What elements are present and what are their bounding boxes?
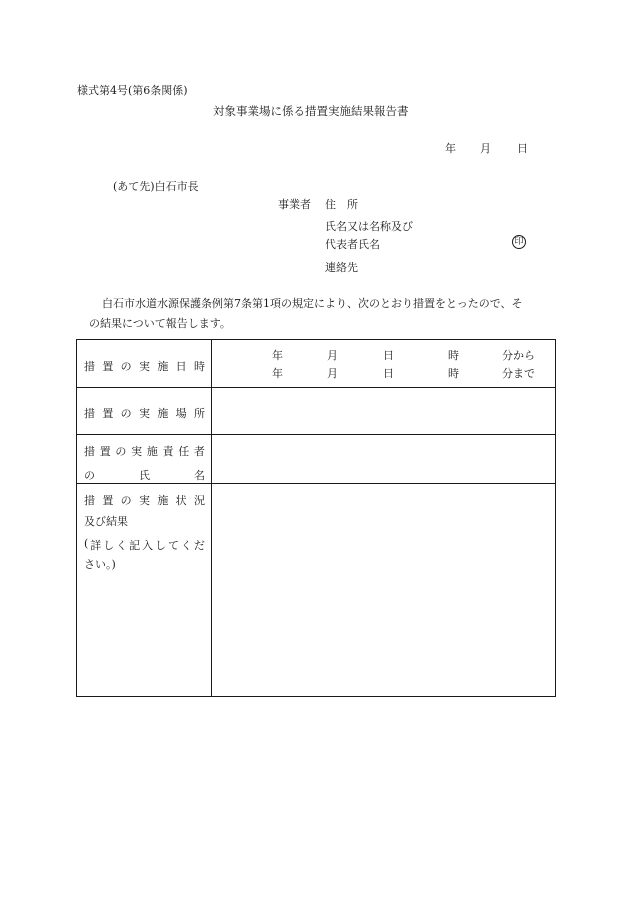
end-month-unit: 月 [327, 367, 338, 380]
responsible-person-label-cell [77, 435, 212, 484]
status-result-field[interactable] [212, 484, 556, 697]
responsible-person-label-line1: 措 置 の 実 施 責 任 者 [84, 445, 205, 458]
implementation-datetime-label-cell [77, 340, 212, 388]
name-label-line1: 氏名又は名称及び [325, 220, 413, 233]
start-year-unit: 年 [272, 349, 283, 362]
report-date [445, 143, 528, 154]
table-row [77, 484, 556, 697]
start-day-unit: 日 [383, 349, 394, 362]
report-table [76, 339, 556, 697]
table-row [77, 435, 556, 484]
table-row [77, 388, 556, 435]
form-number: 様式第4号(第6条関係) [77, 84, 188, 97]
implementation-datetime-field[interactable] [212, 340, 556, 388]
implementation-datetime-label: 措 置 の 実 施 日 時 [84, 360, 205, 373]
detail-note-line2: さい。) [84, 558, 116, 571]
start-time-row [212, 350, 555, 362]
document-title: 対象事業場に係る措置実施結果報告書 [213, 104, 409, 118]
end-time-row [212, 368, 555, 380]
status-result-label-line2: 及び結果 [84, 515, 128, 528]
start-minute-suffix: 分から [502, 349, 535, 362]
body-text-line2: の結果について報告します。 [89, 317, 231, 330]
responsible-person-label-line2: の 氏 名 [84, 469, 205, 482]
detail-note-line1: ( 詳 し く 記 入 し て く だ [84, 537, 205, 552]
name-label-line2: 代表者氏名 [325, 238, 380, 251]
implementation-place-label: 措 置 の 実 施 場 所 [84, 407, 205, 420]
implementation-place-label-cell [77, 388, 212, 435]
status-result-label-line1: 措 置 の 実 施 状 況 [84, 494, 205, 507]
end-minute-suffix: 分まで [502, 367, 535, 380]
date-month-unit: 月 [480, 142, 491, 155]
start-hour-unit: 時 [448, 349, 459, 362]
end-year-unit: 年 [272, 367, 283, 380]
end-hour-unit: 時 [448, 367, 459, 380]
table-row [77, 340, 556, 388]
date-year-unit: 年 [445, 142, 456, 155]
start-month-unit: 月 [327, 349, 338, 362]
body-text-line1: 白石市水道水源保護条例第7条第1項の規定により、次のとおり措置をとったので、そ [102, 297, 523, 310]
status-result-label-cell [77, 484, 212, 697]
addressee: (あて先)白石市長 [113, 180, 199, 193]
applicant-role-label: 事業者 [278, 198, 311, 211]
address-label: 住 所 [325, 198, 358, 211]
responsible-person-field[interactable] [212, 435, 556, 484]
implementation-place-field[interactable] [212, 388, 556, 435]
seal-mark: 印 [512, 235, 526, 249]
end-day-unit: 日 [383, 367, 394, 380]
contact-label: 連絡先 [325, 261, 358, 274]
date-day-unit: 日 [517, 142, 528, 155]
